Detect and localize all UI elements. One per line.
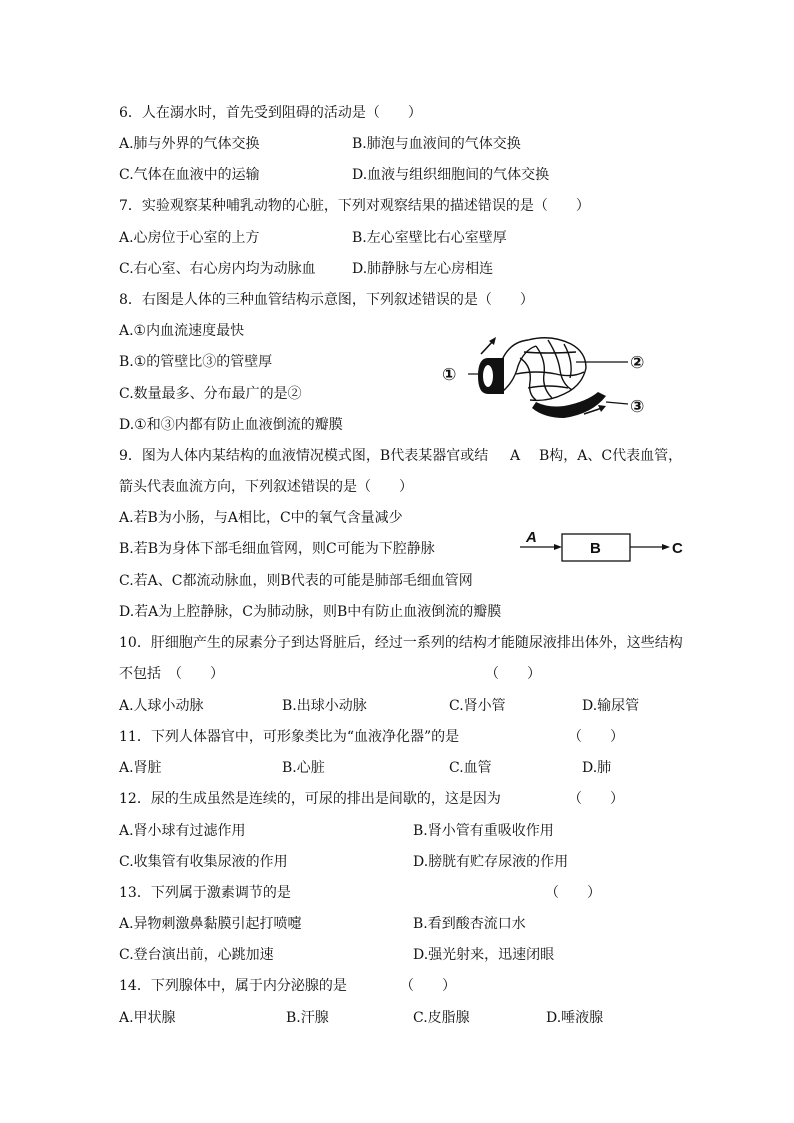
q6-option-a[interactable]: A.肺与外界的气体交换	[119, 136, 260, 152]
q13-option-b[interactable]: B.看到酸杏流口水	[413, 916, 526, 932]
q7-stem: 7．实验观察某种哺乳动物的心脏，下列对观察结果的描述错误的是（ ）	[119, 198, 590, 214]
q8-option-b[interactable]: B.①的管壁比③的管壁厚	[119, 354, 273, 370]
q14-stem: 14．下列腺体中，属于内分泌腺的是	[119, 978, 347, 994]
q11-stem: 11．下列人体器官中，可形象类比为“血液净化器”的是	[119, 729, 460, 745]
q10-option-b[interactable]: B.出球小动脉	[282, 698, 367, 714]
fig-label-3: ③	[630, 397, 645, 416]
q11-option-a[interactable]: A.肾脏	[119, 760, 162, 776]
q9-stem-line1-tail: B构，A、C代表血管，	[539, 448, 683, 464]
q7-option-a[interactable]: A.心房位于心室的上方	[119, 230, 260, 246]
q10-option-a[interactable]: A.人球小动脉	[119, 698, 204, 714]
fig-label-1: ①	[442, 365, 457, 384]
q6-stem: 6．人在溺水时，首先受到阻碍的活动是（ ）	[119, 105, 422, 121]
q9-option-c[interactable]: C.若A、C都流动脉血，则B代表的可能是肺部毛细血管网	[119, 573, 473, 589]
fig-label-2: ②	[630, 353, 645, 372]
q12-answer-paren[interactable]: （ ）	[568, 791, 624, 807]
q7-option-c[interactable]: C.右心室、右心房内均为动脉血	[119, 261, 316, 277]
q12-option-a[interactable]: A.肾小球有过滤作用	[119, 823, 246, 839]
q10-stem-line1: 10．肝细胞产生的尿素分子到达肾脏后，经过一系列的结构才能随尿液排出体外，这些结构	[119, 635, 683, 651]
q9-option-a[interactable]: A.若B为小肠，与A相比，C中的氧气含量减少	[119, 510, 403, 526]
flow-diagram	[520, 528, 690, 566]
q6-option-c[interactable]: C.气体在血液中的运输	[119, 167, 260, 183]
q13-answer-paren[interactable]: （ ）	[545, 885, 601, 901]
q11-option-d[interactable]: D.肺	[582, 760, 612, 776]
q12-option-c[interactable]: C.收集管有收集尿液的作用	[119, 854, 288, 870]
q13-option-d[interactable]: D.强光射来，迅速闭眼	[413, 947, 555, 963]
q13-stem: 13．下列属于激素调节的是	[119, 885, 291, 901]
q6-option-d[interactable]: D.血液与组织细胞间的气体交换	[352, 167, 550, 183]
q9-stem-line1: 9．图为人体内某结构的血液情况模式图，B代表某器官或结	[119, 448, 489, 464]
q14-answer-paren[interactable]: （ ）	[400, 978, 456, 994]
artery-vessel	[478, 337, 504, 394]
q6-option-b[interactable]: B.肺泡与血液间的气体交换	[352, 136, 521, 152]
q10-option-d[interactable]: D.输尿管	[582, 698, 640, 714]
q7-option-d[interactable]: D.肺静脉与左心房相连	[352, 261, 494, 277]
q10-option-c[interactable]: C.肾小管	[449, 698, 506, 714]
q13-option-c[interactable]: C.登台演出前，心跳加速	[119, 947, 274, 963]
capillary-network	[502, 338, 586, 401]
q10-stem-line2: 不包括 （ ）	[119, 666, 224, 682]
q9-stem-line1-fragment: A	[510, 448, 521, 464]
q9-stem-line2: 箭头代表血流方向，下列叙述错误的是（ ）	[119, 479, 413, 495]
q8-stem: 8．右图是人体的三种血管结构示意图，下列叙述错误的是（ ）	[119, 292, 534, 308]
q8-option-c[interactable]: C.数量最多、分布最广的是②	[119, 386, 302, 402]
q9-option-b[interactable]: B.若B为身体下部毛细血管网，则C可能为下腔静脉	[119, 541, 435, 557]
q8-option-a[interactable]: A.①内血流速度最快	[119, 323, 245, 339]
q9-option-d[interactable]: D.若A为上腔静脉，C为肺动脉，则B中有防止血液倒流的瓣膜	[119, 604, 502, 620]
flow-label-b: B	[590, 540, 601, 557]
q13-option-a[interactable]: A.异物刺激鼻黏膜引起打喷嚏	[119, 916, 302, 932]
q12-option-d[interactable]: D.膀胱有贮存尿液的作用	[413, 854, 569, 870]
q11-option-c[interactable]: C.血管	[449, 760, 492, 776]
q8-option-d[interactable]: D.①和③内都有防止血液倒流的瓣膜	[119, 417, 343, 433]
blood-vessel-figure	[436, 322, 666, 422]
q14-option-d[interactable]: D.唾液腺	[546, 1010, 604, 1026]
q14-option-c[interactable]: C.皮脂腺	[413, 1010, 470, 1026]
vein-vessel	[532, 392, 606, 418]
q10-answer-paren[interactable]: （ ）	[485, 666, 541, 682]
q14-option-a[interactable]: A.甲状腺	[119, 1010, 176, 1026]
q11-option-b[interactable]: B.心脏	[282, 760, 325, 776]
q12-stem: 12．尿的生成虽然是连续的，可尿的排出是间歇的，这是因为	[119, 791, 501, 807]
flow-label-a: A	[526, 529, 537, 546]
q12-option-b[interactable]: B.肾小管有重吸收作用	[413, 823, 554, 839]
q14-option-b[interactable]: B.汗腺	[286, 1010, 329, 1026]
q7-option-b[interactable]: B.左心室壁比右心室壁厚	[352, 230, 507, 246]
flow-label-c: C	[672, 540, 683, 557]
q11-answer-paren[interactable]: （ ）	[568, 729, 624, 745]
